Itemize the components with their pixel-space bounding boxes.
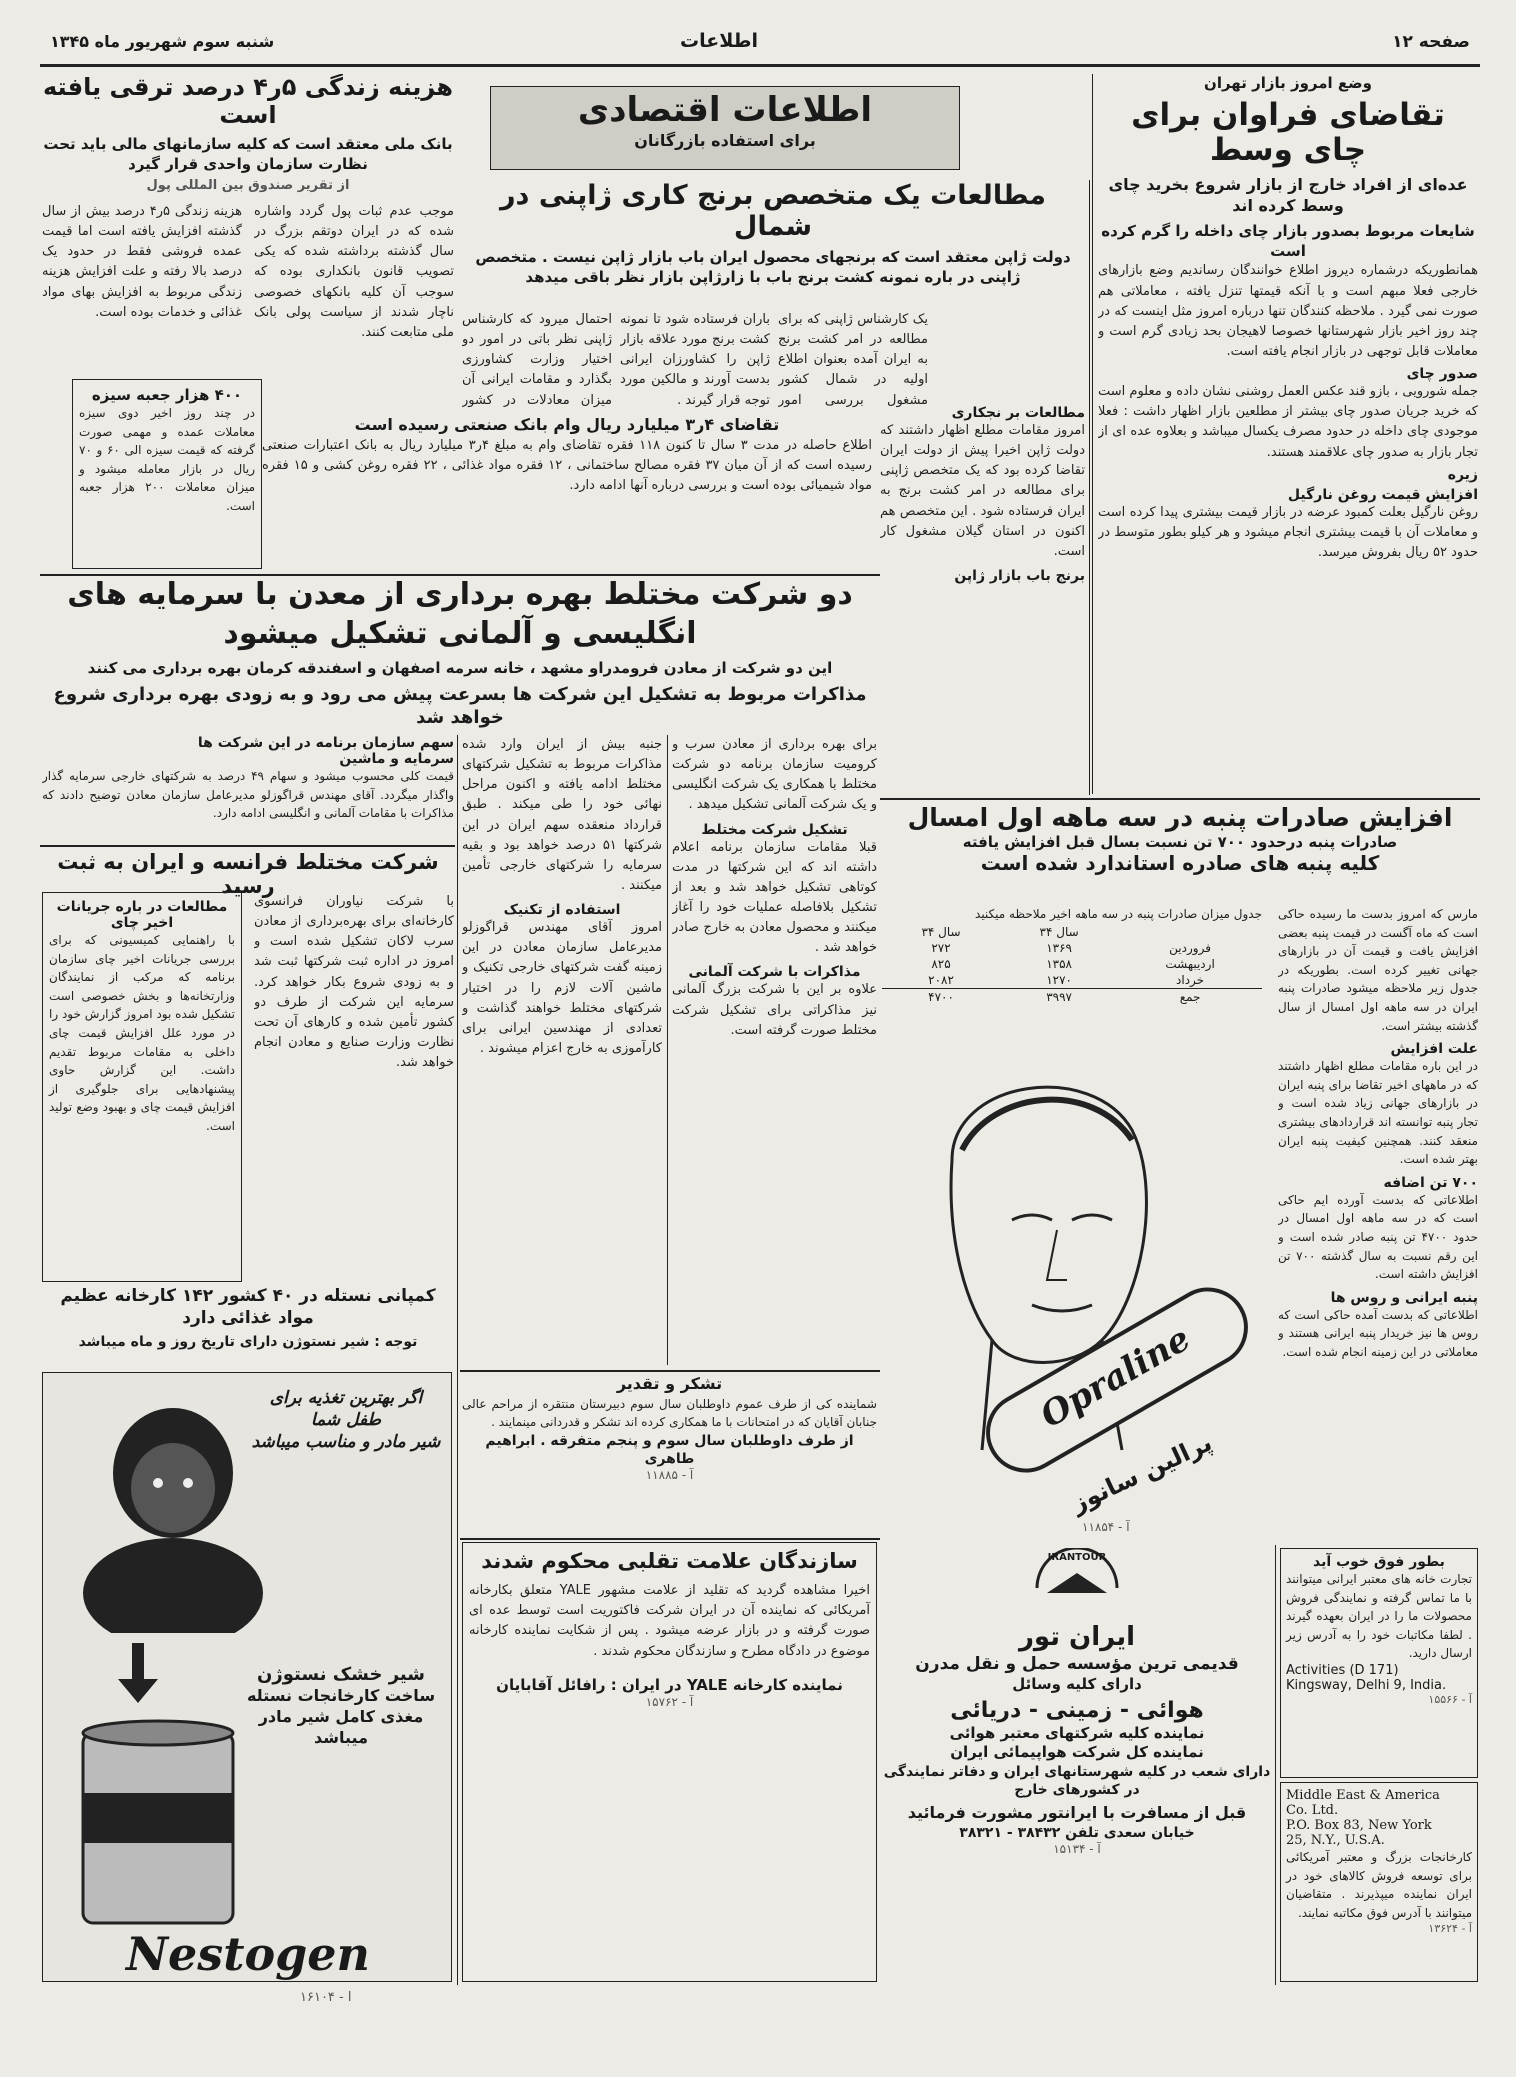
cotton-month: اردیبهشت [1165,956,1215,971]
mining-col-2b-body: قبلا مقامات سازمان برنامه اعلام داشته اند که این شرکتها در مدت کوتاهی تشکیل خواهد شد و بعد از تشکیل بلافاصله عملیات خود را آغاز میکنند و محصول معادن به خارج صادر خواهد شد . [672,839,877,956]
right-column [1098,74,1478,794]
table-row [882,940,1262,956]
cotton-month: فروردین [1169,940,1211,955]
mining-col-2 [672,735,877,1370]
irantour-line-1: قدیمی ترین مؤسسه حمل و نقل مدرن [915,1653,1239,1674]
tea-section-2: صدور چای [1406,366,1478,383]
rice-col-c [778,310,928,410]
fake-code: آ - ۱۵۷۶۲ [645,1695,694,1710]
mea-line-4: 25, N.Y., U.S.A. [1286,1833,1385,1848]
mea-line-1: Middle East & America [1286,1788,1440,1803]
opraline-brand: Opraline [1033,1318,1198,1437]
mining-col-2c-body: علاوه بر این با شرکت بزرگ آلمانی نیز مذاکراتی برای تشکیل شرکت مختلط صورت گرفته است. [672,982,877,1038]
mea-code: آ - ۱۳۶۲۴ [1428,1922,1472,1936]
thanks-sign: از طرف داوطلبان سال سوم و پنجم متفرقه . ابراهیم طاهری [485,1432,854,1468]
activities-code: آ - ۱۵۵۶۶ [1428,1692,1472,1706]
masthead-rule [40,64,1480,67]
cotton-value: ۲۷۲ [931,940,951,955]
paper-name: اطلاعات [680,30,759,52]
tea-subhead: عده‌ای از افراد خارج از بازار شروع بخرید چای وسط کرده اند [1108,174,1468,215]
activities-line-2: Kingsway, Delhi 9, India. [1286,1677,1447,1693]
cause-body: در این باره مقامات مطلع اظهار داشتند که در ماههای اخیر تقاضا برای پنبه ایران در بازارهای جهانی زیاد شده است و تجار پنبه توانسته اند قراردادهای بیشتری منعقد کنند. همچنین کیفیت پنبه ایران بهتر شده است. [1278,1059,1478,1167]
tea-section-4: افزایش قیمت روغن نارگیل [1287,486,1478,503]
cost-body-1: موجب عدم ثبات پول گردد واشاره شده که در ایران دوتقم بزرگ در سال گذشته برداشته شده که یکی تصویب قانون بانکداری بوده که سوجب آن کلیه بانکهای خصوصی ناچار شدند از سیاست پولی بانک ملی متابعت کنند. [254,204,454,340]
irantour-ad [882,1548,1272,1978]
mea-body: کارخانجات بزرگ و معتبر آمریکائی برای توسعه فروش کالاهای خود در ایران نماینده میپذیرند . متقاضیان میتوانند با آدرس فوق مکاتبه نمایند. [1286,1850,1472,1920]
nestogen-text-1: شیر خشک نستوژن [257,1664,425,1685]
activities-line-1: Activities (D 171) [1286,1662,1399,1678]
table-row [882,972,1262,989]
rice-col-d-head: برنج باب بازار ژاپن [954,567,1085,584]
rice-col-c-body: یک کارشناس ژاپنی که برای مطالعه در امر کشت برنج به ایران آمده بعنوان اطلاع اولیه در شمال کشور مشغول بررسی امور [778,312,928,408]
mining-left-head2: سرمایه و ماشین [339,751,454,767]
nestogen-slogan-2: شیر مادر و مناسب میباشد [251,1432,441,1453]
page-number: صفحه ۱۲ [1392,32,1470,52]
rice-col-c-head: مطالعات بر نجکاری [951,405,1085,421]
fake-sign: نماینده کارخانه YALE در ایران : رافائل آقابایان [496,1675,843,1694]
tons-head: ۷۰۰ تن اضافه [1383,1174,1478,1191]
mea-line-3: P.O. Box 83, New York [1286,1818,1432,1833]
tea-kicker: وضع امروز بازار تهران [1204,74,1372,92]
rice-col-b-body: باران فرستاده شود تا نمونه کشت برنج مورد علاقه بازار ژاپن را کشاورزان ایرانی بدست آورند و مالکین مورد توجه قرار گیرند . [620,312,770,408]
mining-left [42,735,454,845]
sabzeh-box [72,379,262,569]
mining-col-2-head: تشکیل شرکت مختلط [701,821,848,838]
cotton-right-col [1278,905,1478,1505]
rice-col-d [880,405,1085,795]
mining-headline-1: دو شرکت مختلط بهره برداری از معدن با سرمایه های [67,578,853,612]
cotton-value: ۲۰۸۲ [928,972,954,987]
thanks-headline: تشکر و تقدیر [616,1374,723,1393]
tea-review-title: مطالعات در باره جریانات اخیر چای [56,899,228,931]
tea-headline: تقاضای فراوان برای چای وسط [1131,96,1445,169]
fake-trademark-notice [462,1542,877,1982]
cost-subhead: بانک ملی معتقد است که کلیه سازمانهای مالی باید تحت نظارت سازمان واحدی قرار گیرد [43,135,453,173]
mining-sub-2: مذاکرات مربوط به تشکیل این شرکت ها بسرعت پیش می رود و به زودی بهره برداری شروع خواهد شد [53,683,867,728]
irantour-code: آ - ۱۵۱۳۴ [1053,1842,1101,1857]
thanks-code: آ - ۱۱۸۸۵ [645,1468,694,1483]
rice-article [462,180,1084,415]
down-arrow-icon [118,1643,158,1703]
cotton-top-rule [880,798,1480,800]
cotton-value: ۱۲۷۰ [1046,972,1072,987]
center-right-divider [1089,180,1090,795]
tons-body: اطلاعاتی که بدست آورده ایم حاکی است که در سه ماهه اول امسال در حدود ۴۷۰۰ تن پنبه صادر شده است و این رقم نسبت به سال گذشته ۷۰۰ تن افزایش داشته است. [1278,1192,1478,1282]
rice-headline: مطالعات یک متخصص برنج کاری ژاپنی در شمال [500,180,1046,243]
rice-subhead: دولت ژاپن معتقد است که برنجهای محصول ایران باب بازار ژاپن نیست . متخصص ژاپنی در باره نمونه کشت برنج باب با زارژاپن بازار نظر باقی میدهد [475,248,1071,286]
cotton-body: مارس که امروز بدست ما رسیده حاکی است که ماه آگست در قیمت پنبه بعضی افزایش یافت و قیمت آن در بازارهای جهانی تغییر کرده است. بطوریکه در جدول زیر ملاحظه میشود صادرات پنبه ایران در سه ماهه اول امسال از سال گذشته بیشتر است. [1278,907,1478,1033]
cotton-buy-head: پنبه ایرانی و روس ها [1330,1289,1478,1306]
table-row [882,956,1262,972]
cotton-table-header [882,924,1262,940]
center-left-divider [457,735,458,1985]
fr-headline: شرکت مختلط فرانسه و ایران به ثبت رسید [57,850,439,899]
sabzeh-body: در چند روز اخیر دوی سیزه معاملات عمده و مهمی صورت گرفته که قیمت سیزه الی ۶۰ و ۷۰ ریال در بازار معامله میشود و میزان معاملات ۲۰۰ هزار جعبه است. [79,406,256,513]
cost-body-2: هزینه زندگی ۵ر۴ درصد بیش از سال گذشته افزایش یافته است اما قیمت عمده فروشی فقط در حدود یک درصد بالا رفته و علت افزایش هزینه زندگی مربوط به افزایش بهای مواد غذائی و خدمات بوده است. [42,204,242,320]
credit-headline: تقاضای ۴ر۳ میلیارد ریال وام بانک صنعتی رسیده است [354,415,780,434]
banner-subtitle: برای استفاده بازرگانان [634,131,816,151]
irantour-line-6: دارای شعب در کلیه شهرستانهای ایران و دفاتر نمایندگی در کشورهای خارج [883,1763,1271,1798]
cotton-value: ۳۹۹۷ [1046,989,1072,1004]
opraline-ad [882,1040,1272,1545]
rice-col-d-body: امروز مقامات مطلع اظهار داشتند که دولت ژاپن اخیرا پیش از دولت ایران تقاضا کرده بود که یک متخصص ژاپنی برای مطالعه در امر کشت برنج به ایران فرستاده شود . این متخصص هم اکنون در استان گیلان مشغول کار است. [880,423,1085,559]
notice-body: تجارت خانه های معتبر ایرانی میتوانند با ما تماس گرفته و نمایندگی فروش محصولات ما را در ایران بعهده گیرند . لطفا مکاتبات خود را به آدرس زیر ارسال دارید. [1286,1572,1472,1661]
cotton-buy-body: اطلاعاتی که بدست آمده حاکی است که روس ها نیز خریدار پنبه ایرانی هستند و معاملاتی در این زمینه انجام شده است. [1278,1307,1478,1359]
cotton-value: ۸۲۵ [931,956,951,971]
mea-notice [1280,1782,1478,1982]
nestogen-text [241,1663,441,1749]
fr-body: با شرکت نیاوران فرانسوی کارخانه‌ای برای بهره‌برداری از معادن سرب لاکان تشکیل شده است و امروز در اداره ثبت شرکتها ثبت شد و به زودی شروع بکار خواهد کرد. سرمایه این شرکت از طرف دو کشور تأمین شده و کارهای آن تحت نظارت وزارت صنایع و معادن انجام خواهد شد. [254,894,454,1071]
opraline-code: آ - ۱۱۸۵۴ [1082,1520,1130,1534]
cotton-subhead: صادرات پنبه درحدود ۷۰۰ تن نسبت بسال قبل افزایش یافته [962,832,1398,851]
irantour-phone: خیابان سعدی تلفن ۳۸۴۳۲ - ۳۸۳۲۱ [959,1824,1195,1841]
cotton-headline: افزایش صادرات پنبه در سه ماهه اول امسال [907,804,1453,832]
irantour-line-2: دارای کلیه وسائل [1012,1674,1142,1693]
masthead [40,28,1480,62]
opraline-farsi: پرالین سانوز [1067,1428,1217,1518]
baby-illustration [73,1393,273,1633]
irantour-line-5: نماینده کل شرکت هواپیمائی ایران [950,1743,1204,1762]
nestle-headline: کمپانی نستله در ۴۰ کشور ۱۴۲ کارخانه عظیم مواد غذائی دارد [60,1286,436,1329]
irantour-line-3: هوائی - زمینی - دریائی [950,1698,1204,1724]
irantour-line-4: نماینده کلیه شرکتهای معتبر هوائی [949,1723,1205,1742]
cotton-month: جمع [1179,989,1201,1004]
nestogen-slogan [251,1387,441,1453]
mining-left-head: سهم سازمان برنامه در این شرکت ها [197,735,454,751]
activities-notice [1280,1548,1478,1778]
mining-col-1-head: استفاده از تکنیک [503,902,621,919]
fr-top-rule [40,845,455,847]
mining-col-1b-body: امروز آقای مهندس قراگوزلو مدیرعامل سازمان معادن در این زمینه گفت شرکتهای خارجی تکنیک و ماشین آلات لازم را در اختیار شرکتهای مختلط خواهند گذاشت و تعدادی از مهندسین ایرانی برای کارآموزی به خارج اعزام میشوند . [462,920,662,1056]
banner-title: اطلاعات اقتصادی [577,90,873,130]
tea-body-3: روغن نارگیل بعلت کمبود عرضه در بازار قیمت بیشتری پیدا کرده است و معاملات آن با قیمت بیشتری انجام میشود و هر کیلو بطور متوسط در حدود ۵۲ ریال بفروش میرسد. [1098,504,1478,560]
cotton-subhead-2: کلیه پنبه های صادره استاندارد شده است [980,851,1380,876]
mea-line-2: Co. Ltd. [1286,1803,1339,1818]
irantour-logo-text: IRANTOUR [1047,1552,1107,1563]
fake-body: اخیرا مشاهده گردید که تقلید از علامت مشهور YALE متعلق بکارخانه آمریکائی که نماینده آن در ایران شرکت فاکتوریت است توسط عده ای صورت گرفته و در بازار عرضه میشود . پس از شکایت نماینده کارخانه موضوع در دادگاه مطرح و سازندگان محکوم شدند . [469,1583,870,1659]
right-bottom-divider [1275,1545,1276,1985]
thanks-top-rule [460,1370,880,1372]
cotton-value: ۴۷۰۰ [928,989,954,1004]
mining-col-2-head2: مذاکرات با شرکت آلمانی [688,964,861,981]
cotton-col-y44: سال ۳۴ [1039,924,1079,939]
cause-head: علت افزایش [1390,1041,1478,1058]
credit-body: اطلاع حاصله در مدت ۳ سال تا کنون ۱۱۸ فقره تقاضای وام به مبلغ ۴ر۳ میلیارد ریال به بانک اعتبارات صنعتی رسیده است که از آن میان ۳۷ فقره مصالح ساختمانی ، ۱۲ فقره مواد غذائی ، ۲۲ فقره روغن کشی و ۱۵ فقره مواد شیمیائی بوده است و بررسی درباره آنها ادامه دارد. [262,437,872,494]
mining-col-divider [667,735,668,1365]
fake-top-rule [460,1538,880,1540]
mining-left-body: قیمت کلی محسوب میشود و سهام ۴۹ درصد به شرکتهای خارجی سرمایه گذار واگذار میگردد. آقای مهندس قراگوزلو مدیرعامل سازمان معادن توضیح دادند که مذاکرات با مقامات آلمانی و انگلیسی ادامه دارد. [42,769,454,821]
nestogen-code: آ - ۱۶۱۰۴ [300,1990,352,2005]
tea-section-3: زیره [1447,466,1478,483]
notice-head: بطور فوق خوب آید [1313,1554,1445,1570]
mining-headline-2: انگلیسی و آلمانی تشکیل میشود [223,615,697,651]
cotton-value: ۱۳۵۸ [1046,956,1072,971]
fr-article [42,850,454,1350]
sabzeh-title: ۴۰۰ هزار جعبه سیزه [91,386,243,404]
cost-headline: هزینه زندگی ۵ر۴ درصد ترقی یافته است [43,74,453,129]
nestogen-brand: Nestogen [125,1928,370,1981]
irantour-line-7: قبل از مسافرت با ایرانتور مشورت فرمائید [907,1803,1247,1823]
cotton-table [882,924,1262,1005]
mining-col-2-body: برای بهره برداری از معادن سرب و کرومیت سازمان برنامه دو شرکت مختلط با همکاری یک شرکت انگلیسی و یک شرکت آلمانی تشکیل میدهد . [672,737,877,813]
cotton-col-month [1118,924,1262,940]
econ-banner [490,86,960,170]
cotton-col-y45: سال ۳۴ [921,924,961,939]
mining-col-1-body: جنبه بیش از ایران وارد شده مذاکرات مربوط به تشکیل شرکتهای مختلط ادامه یافته و اکنون مراحل نهائی خود را طی میکند . طبق قرارداد منعقده سهم ایران در این شرکتها ۵۱ درصد خواهد بود و بقیه سرمایه را شرکتهای خارجی تأمین میکنند . [462,737,662,893]
nestogen-text-2: ساخت کارخانجات نستله [246,1686,436,1706]
table-row [882,988,1262,1005]
right-col-divider [1092,74,1093,794]
mining-col-1 [462,735,662,1370]
issue-date: شنبه سوم شهریور ماه ۱۳۴۵ [50,32,275,51]
rice-col-a: احتمال میرود که کارشناس ژاپنی نظر باتی در امور دو اختیار وزارت کشاورزی بگذارد و مقامات ایرانی آن میزان معادلات در کشور [462,312,612,408]
cotton-table-block [882,905,1262,1035]
nestogen-text-3: مغذی کامل شیر مادر میباشد [258,1707,424,1747]
cotton-header [882,804,1478,904]
cost-byline: از تقریر صندوق بین المللی پول [146,178,350,194]
thanks-notice [462,1374,877,1534]
nestle-company [42,1285,454,1365]
tea-section-1: شایعات مربوط بصدور بازار چای داخله را گرم کرده است [1101,222,1475,260]
rice-col-b [620,310,770,410]
irantour-text [882,1623,1272,1856]
tea-review-box [42,892,242,1282]
mining-top-rule [40,574,880,576]
mining-headline-block [42,578,878,733]
tea-review-body: با راهنمایی کمیسیونی که برای بررسی جریانات اخیر چای سازمان برنامه که مرکب از نمایندگان وزارتخانه‌ها و بخش خصوصی است تشکیل شده بود امروز گزارش خود را در مورد علل افزایش قیمت چای داخلی به مقامات مربوط تقدیم داشت. این گزارش حاوی پیشنهادهایی برای جلوگیری از افزایش قیمت چای و بهبود وضع تولید است. [49,933,235,1133]
thanks-body: شماینده کی از طرف عموم داوطلبان سال سوم دبیرستان منتقره از مراحم عالی جنابان آقایان که در امتحانات با ما همکاری کرده اند تشکر و قدردانی مینمایند . [462,1396,877,1430]
fake-headline: سازندگان علامت تقلبی محکوم شدند [481,1549,858,1573]
nestogen-tin-icon [63,1713,253,1933]
irantour-title: ایران تور [1018,1623,1136,1652]
nestogen-ad [42,1372,452,1982]
tea-body-2: جمله شورویی ، بازو قند عکس العمل روشنی نشان داده و معلوم است که خرید جریان صدور چای بیشتر از مطلعین بازار اظهار داشت : فعلا موجودی چای داخله در حدود مصرف یکسال میباشد و بعلاوه عده ای از تجار بازار به صدور چای علاقمند هستند. [1098,384,1478,460]
cotton-value: ۱۳۶۹ [1046,940,1072,955]
cotton-table-caption: جدول میزان صادرات پنبه در سه ماهه اخیر ملاحظه میکنید [975,907,1262,921]
cotton-month: خرداد [1176,972,1205,987]
tea-body-1: همانطوریکه درشماره دیروز اطلاع خوانندگان رساندیم وضع بازارهای خارجی فعلا مبهم است و با آنکه قیمتها تنزل یافته ، معاملاتی هم صورت نمی گیرد . ملاحظه کنندگان تنها درباره امروز مثل اینست که در چند روز اخیر بازار شهرستانها خصوصا لاهیجان بحد زیادی گرم است و معاملات قابل توجهی در بازار انجام یافته است. [1098,263,1478,359]
credit-article [262,415,872,565]
mining-sub-1: این دو شرکت از معادن فرومدراو مشهد ، خانه سرمه اصفهان و اسفندقه کرمان بهره برداری می کنند [87,659,833,677]
nestle-note: توجه : شیر نستوژن دارای تاریخ روز و ماه میباشد [78,1334,418,1351]
nestogen-slogan-1: اگر بهترین تغذیه برای طفل شما [269,1388,423,1431]
